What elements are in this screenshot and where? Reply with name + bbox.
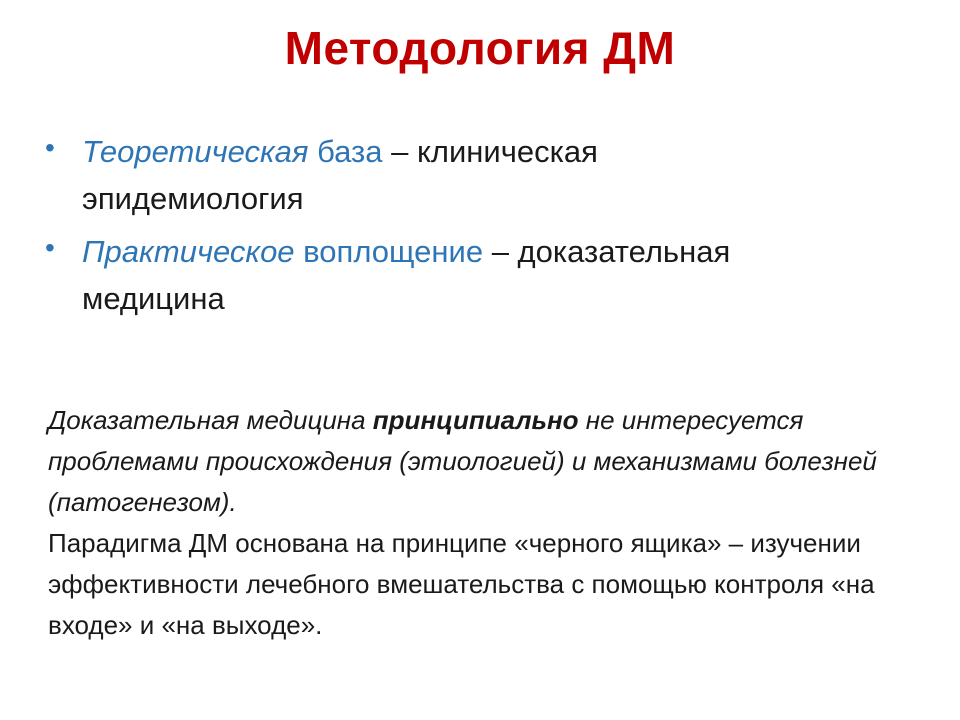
bullet-dash: – bbox=[382, 134, 417, 169]
paragraph-lead: Доказательная медицина bbox=[48, 405, 373, 435]
paragraph-emphasis: принципиально bbox=[372, 405, 579, 435]
paragraph-italic-rest: не интересуется проблемами происхождения (этиологией) и механизмами болезней (патогенезом). bbox=[48, 405, 877, 517]
body-paragraph bbox=[48, 400, 928, 646]
bullet-text-continued: эпидемиология bbox=[82, 181, 304, 216]
bullet-text-continued: медицина bbox=[82, 281, 225, 316]
bullet-text: клиническая bbox=[416, 134, 598, 169]
bullet-icon: • bbox=[45, 232, 55, 263]
bullet-term-noun: воплощение bbox=[294, 234, 484, 269]
bullet-term-noun: база bbox=[308, 134, 383, 169]
bullet-dash: – bbox=[483, 234, 518, 269]
bullet-item-theory bbox=[45, 128, 925, 222]
slide-title: Методология ДМ bbox=[284, 22, 676, 74]
paragraph-paradigm: Парадигма ДМ основана на принципе «черного ящика» – изучении эффективности лечебного вмешательства с помощью контроля «на входе» и «на выходе». bbox=[48, 528, 875, 640]
bullet-list bbox=[45, 128, 925, 328]
bullet-term: Теоретическая bbox=[82, 134, 309, 169]
bullet-term: Практическое bbox=[82, 234, 295, 269]
bullet-icon: • bbox=[45, 132, 55, 163]
bullet-text: доказательная bbox=[517, 234, 731, 269]
bullet-item-practice bbox=[45, 228, 925, 322]
